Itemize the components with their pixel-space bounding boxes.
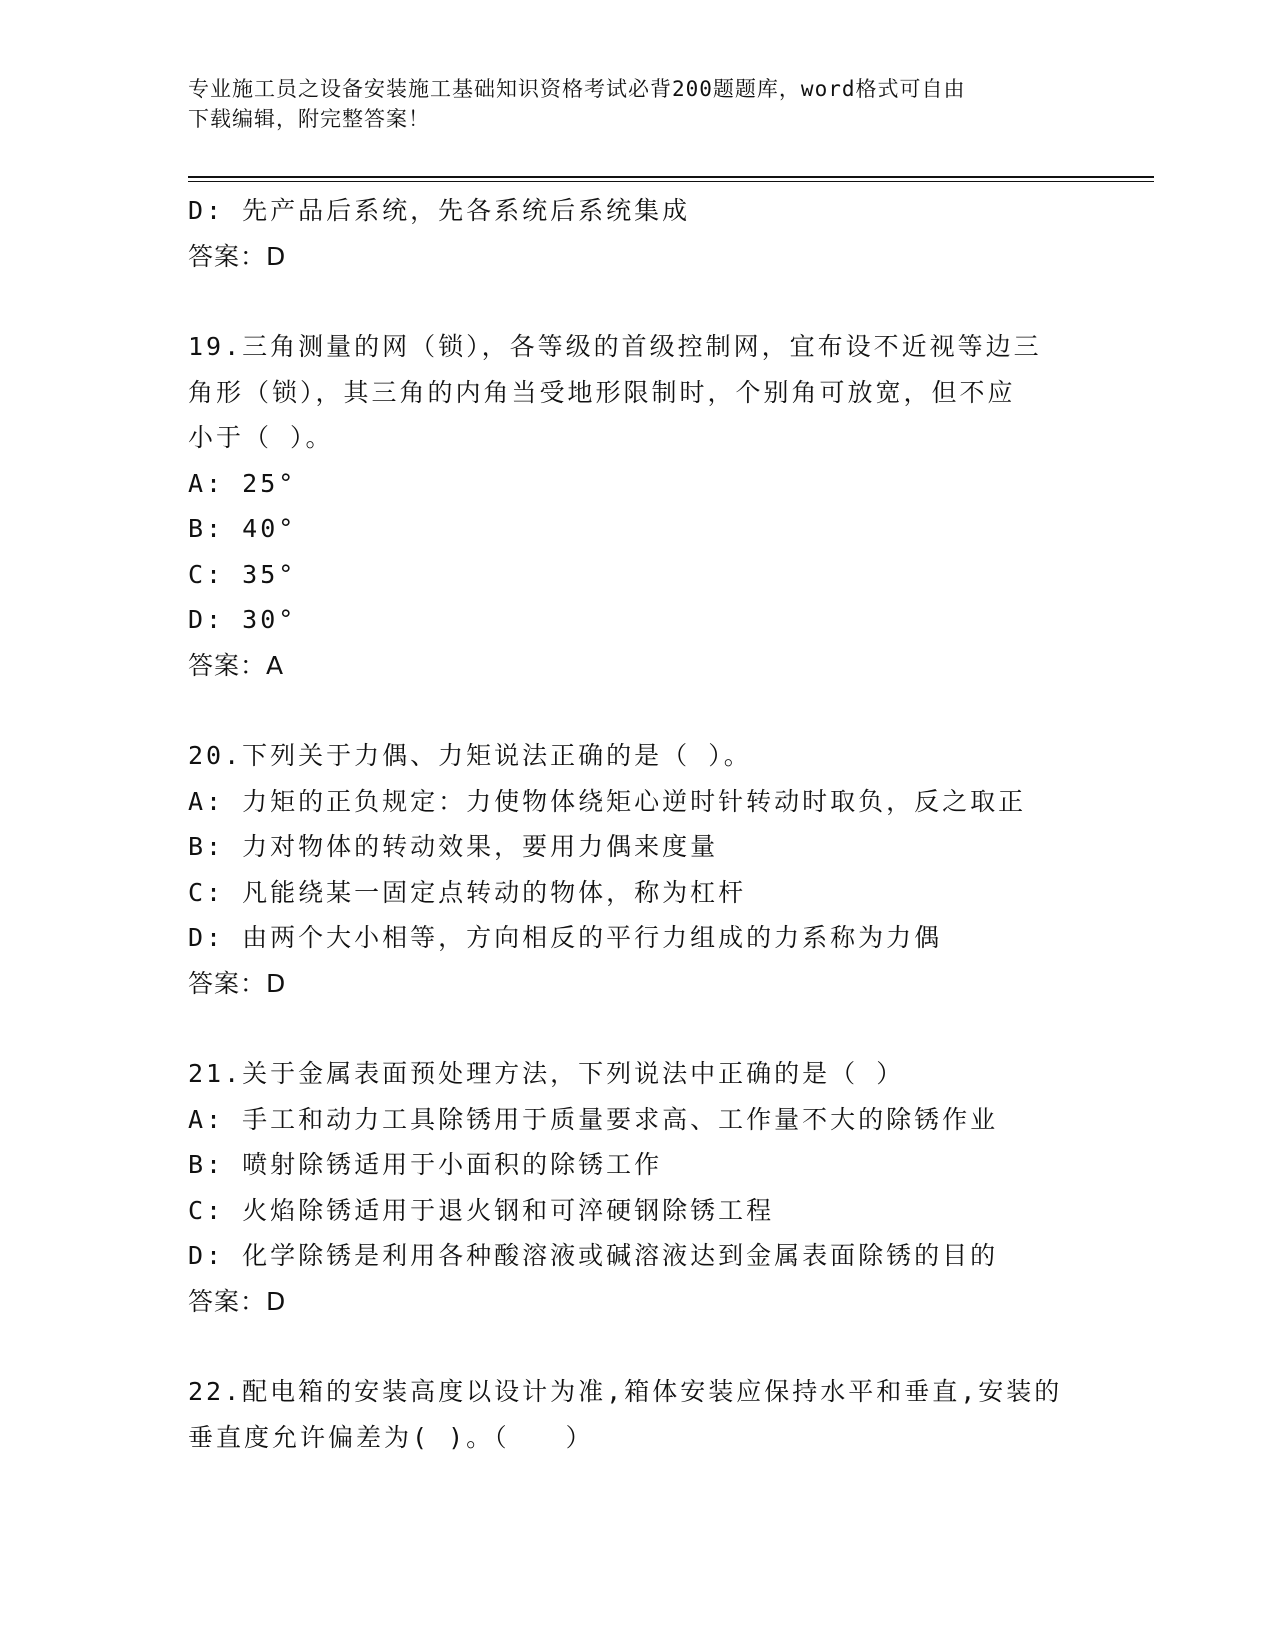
option-d: D: 由两个大小相等，方向相反的平行力组成的力系称为力偶	[188, 923, 943, 952]
document-header	[188, 74, 1088, 134]
option-c: C: 35°	[188, 559, 297, 589]
question-20	[188, 733, 1108, 1006]
question-title-line: 小于（ ）。	[188, 423, 334, 452]
option-d: D: 先产品后系统，先各系统后系统集成	[188, 196, 691, 225]
option-d: D: 30°	[188, 605, 297, 634]
question-title-line: 19.三角测量的网（锁），各等级的首级控制网，宜布设不近视等边三	[188, 332, 1042, 361]
answer: 答案：A	[188, 650, 285, 680]
option-b: B: 力对物体的转动效果，要用力偶来度量	[188, 832, 719, 861]
header-rule-thick	[188, 176, 1154, 178]
question-title-line: 角形（锁），其三角的内角当受地形限制时，个别角可放宽，但不应	[188, 377, 1016, 407]
question-19	[188, 324, 1108, 688]
question-title-line: 21.关于金属表面预处理方法，下列说法中正确的是（ ）	[188, 1059, 905, 1088]
header-rule-thin	[188, 181, 1154, 182]
question-title-line: 20.下列关于力偶、力矩说法正确的是（ ）。	[188, 741, 752, 770]
option-a: A: 手工和动力工具除锈用于质量要求高、工作量不大的除锈作业	[188, 1104, 999, 1134]
header-line-2: 下载编辑，附完整答案！	[188, 107, 430, 131]
option-a: A: 25°	[188, 468, 297, 498]
option-b: B: 喷射除锈适用于小面积的除锈工作	[188, 1150, 663, 1179]
spacer	[188, 688, 1108, 733]
question-title-line: 22.配电箱的安装高度以设计为准,箱体安装应保持水平和垂直,安装的	[188, 1377, 1063, 1406]
question-21	[188, 1051, 1108, 1324]
question-title-line: 垂直度允许偏差为( )。（ ）	[188, 1422, 594, 1452]
option-a: A: 力矩的正负规定：力使物体绕矩心逆时针转动时取负，反之取正	[188, 786, 1027, 816]
answer: 答案：D	[188, 1286, 287, 1316]
answer: 答案：D	[188, 241, 287, 271]
header-line-1: 专业施工员之设备安装施工基础知识资格考试必背200题题库，word格式可自由	[188, 77, 966, 101]
spacer	[188, 1324, 1108, 1369]
option-b: B: 40°	[188, 514, 297, 543]
answer: 答案：D	[188, 968, 287, 998]
spacer	[188, 279, 1108, 324]
question-22	[188, 1369, 1108, 1460]
option-c: C: 凡能绕某一固定点转动的物体，称为杠杆	[188, 877, 747, 907]
option-c: C: 火焰除锈适用于退火钢和可淬硬钢除锈工程	[188, 1195, 775, 1225]
option-d: D: 化学除锈是利用各种酸溶液或碱溶液达到金属表面除锈的目的	[188, 1241, 999, 1270]
question-18-tail	[188, 188, 1108, 279]
spacer	[188, 1006, 1108, 1051]
question-list	[188, 188, 1108, 1460]
